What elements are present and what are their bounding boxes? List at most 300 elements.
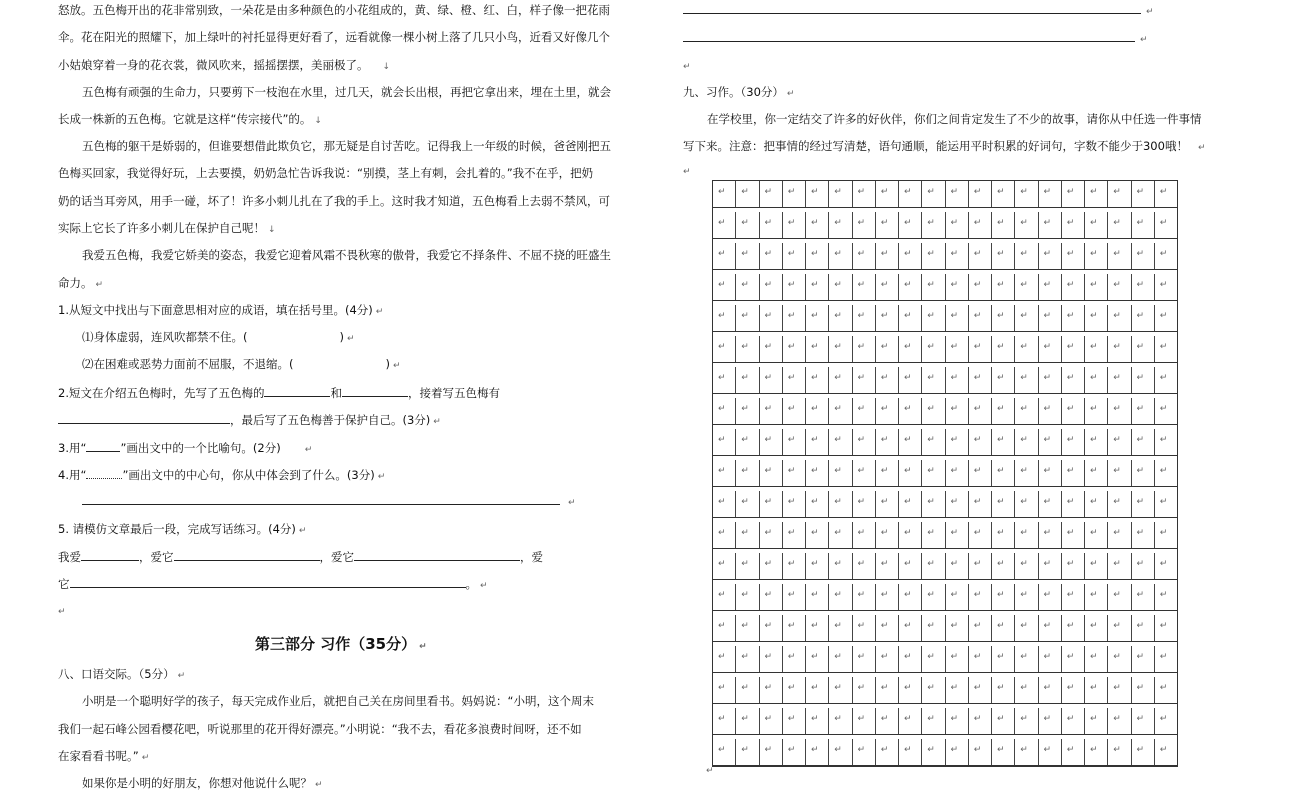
grid-cell[interactable] — [1108, 212, 1131, 238]
grid-cell[interactable] — [713, 584, 736, 610]
grid-cell[interactable] — [783, 677, 806, 703]
grid-cell[interactable] — [736, 708, 759, 734]
grid-cell[interactable] — [853, 491, 876, 517]
grid-cell[interactable] — [922, 367, 945, 393]
grid-cell[interactable] — [946, 274, 969, 300]
grid-cell[interactable] — [1062, 398, 1085, 424]
grid-cell[interactable] — [1108, 398, 1131, 424]
grid-cell[interactable] — [829, 398, 852, 424]
grid-cell[interactable] — [969, 460, 992, 486]
grid-cell[interactable] — [1132, 460, 1155, 486]
grid-cell[interactable] — [760, 491, 783, 517]
answer-blank[interactable] — [70, 576, 466, 588]
grid-cell[interactable] — [1062, 553, 1085, 579]
grid-cell[interactable] — [992, 584, 1015, 610]
grid-cell[interactable] — [1155, 305, 1177, 331]
grid-cell[interactable] — [1015, 491, 1038, 517]
grid-cell[interactable] — [1155, 460, 1177, 486]
grid-cell[interactable] — [853, 305, 876, 331]
grid-cell[interactable] — [992, 708, 1015, 734]
grid-cell[interactable] — [783, 336, 806, 362]
grid-cell[interactable] — [876, 398, 899, 424]
grid-cell[interactable] — [760, 429, 783, 455]
grid-cell[interactable] — [922, 305, 945, 331]
grid-cell[interactable] — [713, 491, 736, 517]
grid-cell[interactable] — [899, 429, 922, 455]
grid-cell[interactable] — [1039, 243, 1062, 269]
grid-cell[interactable] — [1039, 336, 1062, 362]
grid-cell[interactable] — [969, 367, 992, 393]
grid-cell[interactable] — [1062, 274, 1085, 300]
grid-cell[interactable] — [806, 398, 829, 424]
grid-cell[interactable] — [946, 460, 969, 486]
grid-cell[interactable] — [899, 677, 922, 703]
grid-cell[interactable] — [1062, 739, 1085, 765]
grid-cell[interactable] — [1108, 243, 1131, 269]
grid-cell[interactable] — [1039, 305, 1062, 331]
grid-cell[interactable] — [969, 553, 992, 579]
grid-cell[interactable] — [806, 739, 829, 765]
grid-cell[interactable] — [899, 460, 922, 486]
grid-cell[interactable] — [736, 367, 759, 393]
grid-cell[interactable] — [1155, 398, 1177, 424]
grid-cell[interactable] — [736, 553, 759, 579]
grid-cell[interactable] — [992, 646, 1015, 672]
grid-cell[interactable] — [992, 305, 1015, 331]
grid-cell[interactable] — [1062, 584, 1085, 610]
grid-cell[interactable] — [713, 708, 736, 734]
grid-cell[interactable] — [992, 739, 1015, 765]
grid-cell[interactable] — [922, 646, 945, 672]
grid-cell[interactable] — [992, 212, 1015, 238]
answer-line[interactable] — [82, 504, 560, 505]
grid-cell[interactable] — [1015, 553, 1038, 579]
grid-cell[interactable] — [946, 615, 969, 641]
answer-blank[interactable] — [342, 385, 408, 397]
grid-cell[interactable] — [969, 708, 992, 734]
grid-cell[interactable] — [922, 460, 945, 486]
grid-cell[interactable] — [1132, 398, 1155, 424]
grid-cell[interactable] — [1132, 522, 1155, 548]
grid-cell[interactable] — [992, 243, 1015, 269]
grid-cell[interactable] — [946, 429, 969, 455]
grid-cell[interactable] — [760, 212, 783, 238]
grid-cell[interactable] — [922, 553, 945, 579]
answer-line[interactable] — [683, 41, 1135, 42]
grid-cell[interactable] — [922, 522, 945, 548]
grid-cell[interactable] — [853, 522, 876, 548]
grid-cell[interactable] — [713, 243, 736, 269]
grid-cell[interactable] — [783, 553, 806, 579]
grid-cell[interactable] — [1039, 429, 1062, 455]
grid-cell[interactable] — [1155, 367, 1177, 393]
grid-cell[interactable] — [876, 429, 899, 455]
grid-cell[interactable] — [876, 677, 899, 703]
grid-cell[interactable] — [992, 615, 1015, 641]
grid-cell[interactable] — [1015, 367, 1038, 393]
grid-cell[interactable] — [783, 367, 806, 393]
grid-cell[interactable] — [806, 677, 829, 703]
composition-grid[interactable] — [712, 180, 1178, 767]
grid-cell[interactable] — [783, 429, 806, 455]
grid-cell[interactable] — [1039, 646, 1062, 672]
grid-cell[interactable] — [969, 491, 992, 517]
grid-cell[interactable] — [1132, 429, 1155, 455]
grid-cell[interactable] — [736, 181, 759, 207]
grid-cell[interactable] — [1132, 553, 1155, 579]
grid-cell[interactable] — [853, 677, 876, 703]
grid-cell[interactable] — [1085, 274, 1108, 300]
answer-blank[interactable] — [354, 549, 520, 561]
grid-cell[interactable] — [760, 584, 783, 610]
grid-cell[interactable] — [829, 305, 852, 331]
grid-cell[interactable] — [1062, 336, 1085, 362]
grid-cell[interactable] — [1108, 584, 1131, 610]
grid-cell[interactable] — [806, 491, 829, 517]
grid-cell[interactable] — [946, 677, 969, 703]
grid-cell[interactable] — [1085, 708, 1108, 734]
grid-cell[interactable] — [713, 274, 736, 300]
grid-cell[interactable] — [736, 398, 759, 424]
grid-cell[interactable] — [713, 336, 736, 362]
grid-cell[interactable] — [1108, 708, 1131, 734]
grid-cell[interactable] — [713, 181, 736, 207]
grid-cell[interactable] — [876, 615, 899, 641]
grid-cell[interactable] — [1155, 584, 1177, 610]
grid-cell[interactable] — [736, 429, 759, 455]
grid-cell[interactable] — [1085, 212, 1108, 238]
grid-cell[interactable] — [713, 553, 736, 579]
grid-cell[interactable] — [946, 553, 969, 579]
grid-cell[interactable] — [876, 708, 899, 734]
grid-cell[interactable] — [899, 181, 922, 207]
grid-cell[interactable] — [899, 274, 922, 300]
grid-cell[interactable] — [736, 615, 759, 641]
grid-cell[interactable] — [922, 336, 945, 362]
grid-cell[interactable] — [899, 553, 922, 579]
grid-cell[interactable] — [876, 584, 899, 610]
grid-cell[interactable] — [922, 181, 945, 207]
grid-cell[interactable] — [1062, 491, 1085, 517]
grid-cell[interactable] — [1085, 429, 1108, 455]
grid-cell[interactable] — [1085, 522, 1108, 548]
grid-cell[interactable] — [829, 708, 852, 734]
grid-cell[interactable] — [1039, 274, 1062, 300]
grid-cell[interactable] — [899, 491, 922, 517]
grid-cell[interactable] — [969, 305, 992, 331]
grid-cell[interactable] — [1062, 305, 1085, 331]
grid-cell[interactable] — [1108, 646, 1131, 672]
grid-cell[interactable] — [876, 460, 899, 486]
grid-cell[interactable] — [1155, 491, 1177, 517]
grid-cell[interactable] — [1039, 522, 1062, 548]
grid-cell[interactable] — [760, 460, 783, 486]
grid-cell[interactable] — [969, 181, 992, 207]
grid-cell[interactable] — [876, 336, 899, 362]
grid-cell[interactable] — [1155, 336, 1177, 362]
grid-cell[interactable] — [1132, 491, 1155, 517]
grid-cell[interactable] — [1085, 243, 1108, 269]
grid-cell[interactable] — [1062, 646, 1085, 672]
grid-cell[interactable] — [1108, 491, 1131, 517]
grid-cell[interactable] — [876, 212, 899, 238]
grid-cell[interactable] — [806, 336, 829, 362]
grid-cell[interactable] — [829, 646, 852, 672]
grid-cell[interactable] — [992, 522, 1015, 548]
grid-cell[interactable] — [1085, 615, 1108, 641]
grid-cell[interactable] — [1155, 429, 1177, 455]
grid-cell[interactable] — [806, 615, 829, 641]
grid-cell[interactable] — [1039, 584, 1062, 610]
grid-cell[interactable] — [1085, 305, 1108, 331]
grid-cell[interactable] — [783, 243, 806, 269]
grid-cell[interactable] — [1085, 398, 1108, 424]
grid-cell[interactable] — [1039, 460, 1062, 486]
grid-cell[interactable] — [1155, 243, 1177, 269]
grid-cell[interactable] — [946, 584, 969, 610]
grid-cell[interactable] — [1132, 367, 1155, 393]
grid-cell[interactable] — [853, 429, 876, 455]
grid-cell[interactable] — [1062, 677, 1085, 703]
grid-cell[interactable] — [922, 739, 945, 765]
grid-cell[interactable] — [829, 522, 852, 548]
grid-cell[interactable] — [829, 429, 852, 455]
grid-cell[interactable] — [1132, 305, 1155, 331]
grid-cell[interactable] — [853, 460, 876, 486]
grid-cell[interactable] — [1015, 522, 1038, 548]
grid-cell[interactable] — [783, 460, 806, 486]
grid-cell[interactable] — [783, 212, 806, 238]
grid-cell[interactable] — [899, 739, 922, 765]
grid-cell[interactable] — [1108, 522, 1131, 548]
grid-cell[interactable] — [1108, 553, 1131, 579]
grid-cell[interactable] — [876, 553, 899, 579]
grid-cell[interactable] — [1039, 367, 1062, 393]
grid-cell[interactable] — [1132, 615, 1155, 641]
answer-blank[interactable] — [58, 412, 230, 424]
grid-cell[interactable] — [853, 584, 876, 610]
grid-cell[interactable] — [1132, 336, 1155, 362]
grid-cell[interactable] — [829, 677, 852, 703]
grid-cell[interactable] — [1085, 646, 1108, 672]
grid-cell[interactable] — [713, 677, 736, 703]
grid-cell[interactable] — [1108, 274, 1131, 300]
grid-cell[interactable] — [1108, 739, 1131, 765]
grid-cell[interactable] — [1039, 181, 1062, 207]
grid-cell[interactable] — [853, 615, 876, 641]
grid-cell[interactable] — [853, 336, 876, 362]
grid-cell[interactable] — [1132, 646, 1155, 672]
grid-cell[interactable] — [1155, 615, 1177, 641]
grid-cell[interactable] — [829, 460, 852, 486]
grid-cell[interactable] — [1132, 243, 1155, 269]
grid-cell[interactable] — [713, 398, 736, 424]
grid-cell[interactable] — [899, 305, 922, 331]
grid-cell[interactable] — [969, 336, 992, 362]
grid-cell[interactable] — [853, 646, 876, 672]
grid-cell[interactable] — [1108, 615, 1131, 641]
grid-cell[interactable] — [969, 398, 992, 424]
grid-cell[interactable] — [1062, 181, 1085, 207]
grid-cell[interactable] — [1015, 677, 1038, 703]
grid-cell[interactable] — [853, 243, 876, 269]
grid-cell[interactable] — [713, 460, 736, 486]
grid-cell[interactable] — [899, 708, 922, 734]
grid-cell[interactable] — [783, 491, 806, 517]
grid-cell[interactable] — [1015, 460, 1038, 486]
grid-cell[interactable] — [1132, 584, 1155, 610]
grid-cell[interactable] — [829, 739, 852, 765]
grid-cell[interactable] — [1155, 739, 1177, 765]
grid-cell[interactable] — [969, 522, 992, 548]
grid-cell[interactable] — [760, 677, 783, 703]
grid-cell[interactable] — [1015, 615, 1038, 641]
grid-cell[interactable] — [736, 305, 759, 331]
grid-cell[interactable] — [876, 274, 899, 300]
grid-cell[interactable] — [1085, 584, 1108, 610]
grid-cell[interactable] — [1039, 553, 1062, 579]
grid-cell[interactable] — [783, 305, 806, 331]
grid-cell[interactable] — [946, 739, 969, 765]
grid-cell[interactable] — [853, 398, 876, 424]
grid-cell[interactable] — [1062, 243, 1085, 269]
grid-cell[interactable] — [1085, 553, 1108, 579]
answer-line[interactable] — [683, 13, 1141, 14]
grid-cell[interactable] — [760, 181, 783, 207]
grid-cell[interactable] — [783, 522, 806, 548]
grid-cell[interactable] — [1015, 739, 1038, 765]
grid-cell[interactable] — [806, 305, 829, 331]
grid-cell[interactable] — [713, 522, 736, 548]
grid-cell[interactable] — [1039, 212, 1062, 238]
grid-cell[interactable] — [736, 212, 759, 238]
grid-cell[interactable] — [1062, 460, 1085, 486]
grid-cell[interactable] — [760, 708, 783, 734]
grid-cell[interactable] — [922, 584, 945, 610]
grid-cell[interactable] — [736, 584, 759, 610]
grid-cell[interactable] — [713, 305, 736, 331]
grid-cell[interactable] — [760, 553, 783, 579]
grid-cell[interactable] — [783, 708, 806, 734]
grid-cell[interactable] — [783, 181, 806, 207]
grid-cell[interactable] — [876, 739, 899, 765]
grid-cell[interactable] — [969, 739, 992, 765]
grid-cell[interactable] — [806, 274, 829, 300]
grid-cell[interactable] — [736, 274, 759, 300]
grid-cell[interactable] — [829, 615, 852, 641]
grid-cell[interactable] — [899, 336, 922, 362]
grid-cell[interactable] — [829, 553, 852, 579]
grid-cell[interactable] — [760, 398, 783, 424]
grid-cell[interactable] — [1015, 646, 1038, 672]
grid-cell[interactable] — [1015, 398, 1038, 424]
grid-cell[interactable] — [992, 274, 1015, 300]
grid-cell[interactable] — [946, 305, 969, 331]
grid-cell[interactable] — [853, 553, 876, 579]
grid-cell[interactable] — [829, 181, 852, 207]
grid-cell[interactable] — [760, 274, 783, 300]
grid-cell[interactable] — [760, 336, 783, 362]
grid-cell[interactable] — [736, 646, 759, 672]
grid-cell[interactable] — [760, 367, 783, 393]
grid-cell[interactable] — [969, 615, 992, 641]
grid-cell[interactable] — [783, 739, 806, 765]
grid-cell[interactable] — [992, 398, 1015, 424]
grid-cell[interactable] — [922, 398, 945, 424]
grid-cell[interactable] — [1015, 274, 1038, 300]
grid-cell[interactable] — [806, 367, 829, 393]
grid-cell[interactable] — [829, 584, 852, 610]
grid-cell[interactable] — [1039, 615, 1062, 641]
grid-cell[interactable] — [783, 615, 806, 641]
grid-cell[interactable] — [1062, 708, 1085, 734]
grid-cell[interactable] — [829, 367, 852, 393]
grid-cell[interactable] — [946, 243, 969, 269]
grid-cell[interactable] — [969, 646, 992, 672]
grid-cell[interactable] — [1155, 181, 1177, 207]
grid-cell[interactable] — [946, 336, 969, 362]
grid-cell[interactable] — [713, 212, 736, 238]
grid-cell[interactable] — [1085, 181, 1108, 207]
grid-cell[interactable] — [1085, 677, 1108, 703]
grid-cell[interactable] — [922, 677, 945, 703]
grid-cell[interactable] — [853, 181, 876, 207]
grid-cell[interactable] — [1015, 429, 1038, 455]
grid-cell[interactable] — [1108, 677, 1131, 703]
grid-cell[interactable] — [760, 646, 783, 672]
grid-cell[interactable] — [853, 212, 876, 238]
grid-cell[interactable] — [853, 739, 876, 765]
grid-cell[interactable] — [1085, 367, 1108, 393]
grid-cell[interactable] — [713, 646, 736, 672]
grid-cell[interactable] — [992, 429, 1015, 455]
grid-cell[interactable] — [969, 429, 992, 455]
grid-cell[interactable] — [853, 367, 876, 393]
grid-cell[interactable] — [946, 646, 969, 672]
grid-cell[interactable] — [1062, 367, 1085, 393]
grid-cell[interactable] — [760, 615, 783, 641]
grid-cell[interactable] — [806, 584, 829, 610]
grid-cell[interactable] — [1132, 708, 1155, 734]
grid-cell[interactable] — [946, 708, 969, 734]
grid-cell[interactable] — [922, 243, 945, 269]
grid-cell[interactable] — [899, 646, 922, 672]
grid-cell[interactable] — [946, 181, 969, 207]
grid-cell[interactable] — [922, 491, 945, 517]
grid-cell[interactable] — [992, 367, 1015, 393]
grid-cell[interactable] — [1108, 181, 1131, 207]
grid-cell[interactable] — [1155, 677, 1177, 703]
grid-cell[interactable] — [922, 615, 945, 641]
grid-cell[interactable] — [853, 274, 876, 300]
grid-cell[interactable] — [760, 305, 783, 331]
grid-cell[interactable] — [969, 212, 992, 238]
grid-cell[interactable] — [1108, 336, 1131, 362]
grid-cell[interactable] — [829, 336, 852, 362]
grid-cell[interactable] — [1039, 739, 1062, 765]
grid-cell[interactable] — [969, 274, 992, 300]
grid-cell[interactable] — [806, 553, 829, 579]
grid-cell[interactable] — [946, 522, 969, 548]
grid-cell[interactable] — [899, 212, 922, 238]
grid-cell[interactable] — [806, 460, 829, 486]
grid-cell[interactable] — [736, 243, 759, 269]
grid-cell[interactable] — [922, 708, 945, 734]
grid-cell[interactable] — [1062, 429, 1085, 455]
grid-cell[interactable] — [876, 491, 899, 517]
grid-cell[interactable] — [1132, 677, 1155, 703]
grid-cell[interactable] — [736, 522, 759, 548]
